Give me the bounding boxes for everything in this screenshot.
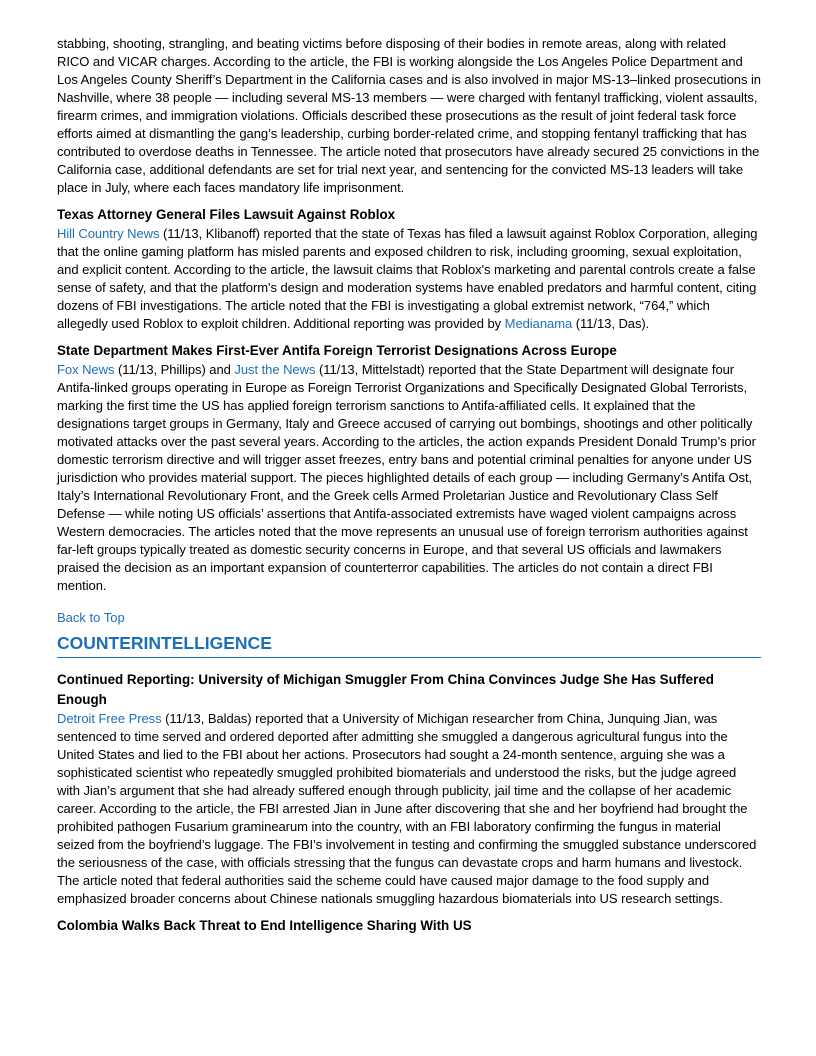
story-michigan bbox=[57, 670, 761, 908]
story-title: State Department Makes First-Ever Antifa Foreign Terrorist Designations Across Europe bbox=[57, 343, 617, 358]
story-roblox bbox=[57, 205, 761, 333]
story-title: Colombia Walks Back Threat to End Intelligence Sharing With US bbox=[57, 918, 472, 933]
story-body bbox=[57, 710, 761, 908]
story-body bbox=[57, 225, 761, 333]
source-link-just-the-news[interactable]: Just the News bbox=[234, 362, 316, 377]
story-title: Texas Attorney General Files Lawsuit Against Roblox bbox=[57, 207, 396, 222]
story-body bbox=[57, 361, 761, 595]
source-link-fox-news[interactable]: Fox News bbox=[57, 362, 115, 377]
source-link-hill-country-news[interactable]: Hill Country News bbox=[57, 226, 160, 241]
newsletter-page bbox=[57, 35, 761, 936]
source-link-detroit-free-press[interactable]: Detroit Free Press bbox=[57, 711, 162, 726]
section-heading-counterintelligence: COUNTERINTELLIGENCE bbox=[57, 631, 761, 658]
story-text: (11/13, Klibanoff) reported that the state of Texas has filed a lawsuit against Roblox Corporation, alleging that the online gaming platform has misled parents and exposed children to risk, including grooming, sexual exploitation, and explicit content. According to the article, the lawsuit claims that Roblox's marketing and parental controls create a false sense of safety, and that the platform's design and moderation systems have enabled predators and harmful content, citing dozens of FBI investigations. The article noted that the FBI is investigating a global extremist network, “764,” which allegedly used Roblox to exploit children. Additional reporting was provided by bbox=[57, 226, 758, 331]
story-text: (11/13, Baldas) reported that a University of Michigan researcher from China, Junquing Jian, was sentenced to time served and ordered deported after admitting she smuggled a dangerous agricultural fungus into the United States and lied to the FBI about her actions. Prosecutors had sought a 24-month sentence, arguing she was a sophisticated scientist who repeatedly smuggled prohibited biomaterials and understood the risks, but the judge agreed with Jian’s argument that she had already suffered enough through publicity, jail time and the collapse of her academic career. According to the article, the FBI arrested Jian in June after discovering that she and her boyfriend had brought the prohibited pathogen Fusarium graminearum into the country, with an FBI laboratory confirming the fungus in material seized from the boyfriend’s luggage. The FBI’s involvement in testing and confirming the smuggled substance underscored the seriousness of the case, with officials stressing that the fungus can devastate crops and harm humans and livestock. The article noted that federal authorities said the scheme could have caused major damage to the food supply and emphasized broader concerns about Chinese nationals smuggling hazardous biomaterials into US research settings. bbox=[57, 711, 757, 906]
story-text: (11/13, Das). bbox=[572, 316, 650, 331]
story-continued-text: stabbing, shooting, strangling, and beating victims before disposing of their bodies in remote areas, along with related RICO and VICAR charges. According to the article, the FBI is working alongside the Los Angeles Police Department and Los Angeles County Sheriff’s Department in the California cases and is also involved in major MS-13–linked prosecutions in Nashville, where 38 people — including several MS-13 members — were charged with fentanyl trafficking, violent assaults, firearm crimes, and immigration violations. Officials described these prosecutions as the result of joint federal task force efforts aimed at dismantling the gang’s leadership, curbing border-related crime, and stopping fentanyl trafficking that has contributed to overdose deaths in Tennessee. The article noted that prosecutors have already secured 25 convictions in the California case, additional defendants are set for trial next year, and sentencing for the convicted MS-13 leaders will take place in July, where each faces mandatory life imprisonment. bbox=[57, 36, 761, 195]
story-title: Continued Reporting: University of Michigan Smuggler From China Convinces Judge She Has Suffered Enough bbox=[57, 672, 714, 707]
source-link-medianama[interactable]: Medianama bbox=[504, 316, 573, 331]
section-spacer bbox=[57, 658, 761, 670]
story-text: (11/13, Phillips) and bbox=[114, 362, 235, 377]
story-colombia bbox=[57, 916, 761, 936]
story-antifa bbox=[57, 341, 761, 595]
back-to-top-link[interactable]: Back to Top bbox=[57, 610, 125, 625]
story-text: (11/13, Mittelstadt) reported that the State Department will designate four Antifa-linked groups operating in Europe as Foreign Terrorist Organizations and Specifically Designated Global Terrorists, marking the first time the US has applied foreign terrorism sanctions to Antifa-affiliated cells. It explained that the designations target groups in Germany, Italy and Greece accused of carrying out bombings, shootings and other politically motivated attacks over the past several years. According to the articles, the action expands President Donald Trump’s prior domestic terrorism directive and will trigger asset freezes, entry bans and potential criminal penalties for anyone under US jurisdiction who provides material support. The pieces highlighted details of each group — including Germany’s Antifa Ost, Italy’s International Revolutionary Front, and the Greek cells Armed Proletarian Justice and Revolutionary Class Self Defense — while noting US officials’ assertions that Antifa-associated extremists have waged violent campaigns across Western democracies. The articles noted that the move represents an unusual use of foreign terrorism authorities against far-left groups typically treated as domestic security concerns in Europe, and that several US officials and lawmakers praised the decision as an important expansion of counterterror capabilities. The articles do not contain a direct FBI mention. bbox=[57, 362, 756, 593]
